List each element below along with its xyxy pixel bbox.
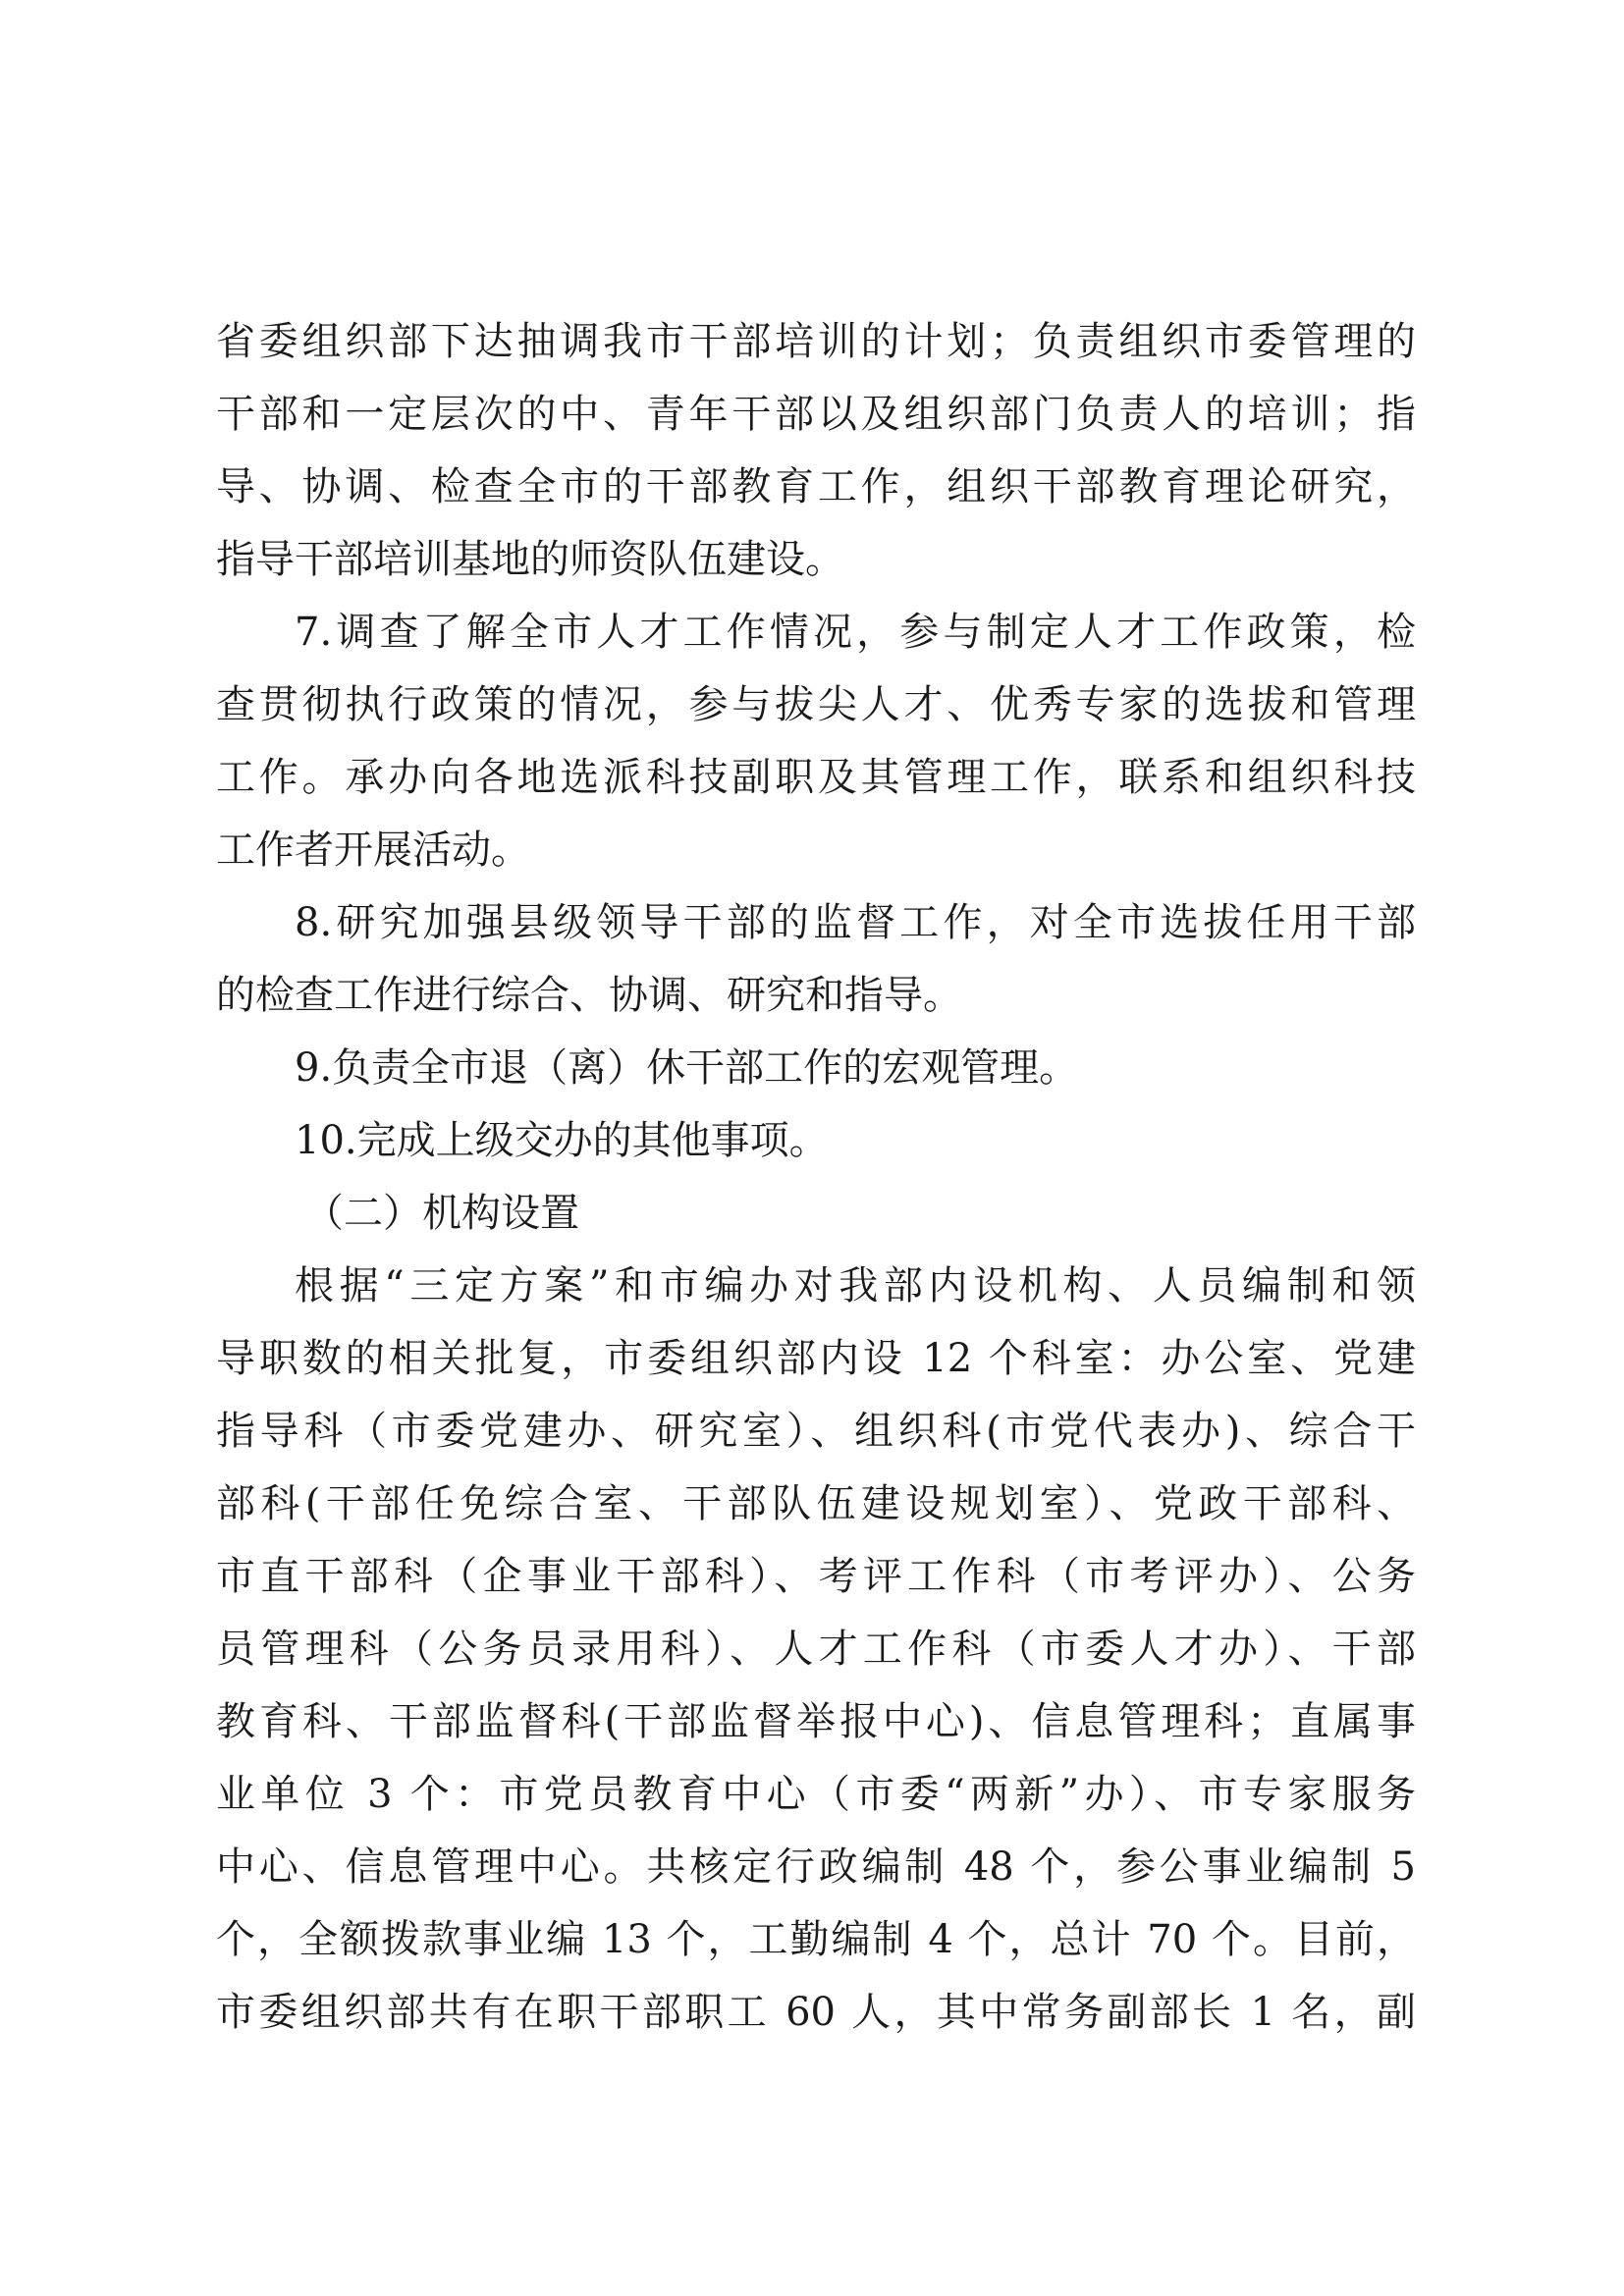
- body-line: 个，全额拨款事业编 13 个，工勤编制 4 个，总计 70 个。目前，: [216, 1917, 1416, 1962]
- body-line: 市委组织部共有在职干部职工 60 人，其中常务副部长 1 名，副: [216, 1990, 1416, 2035]
- list-item-10: 10.完成上级交办的其他事项。: [295, 1118, 829, 1163]
- body-line: 干部和一定层次的中、青年干部以及组织部门负责人的培训；指: [216, 392, 1416, 437]
- section-heading: （二）机构设置: [304, 1191, 579, 1236]
- body-line: 指导干部培训基地的师资队伍建设。: [216, 537, 844, 582]
- body-line: 教育科、干部监督科(干部监督举报中心)、信息管理科；直属事: [216, 1699, 1416, 1744]
- body-line: 中心、信息管理中心。共核定行政编制 48 个，参公事业编制 5: [216, 1844, 1416, 1890]
- list-item-7: 7.调查了解全市人才工作情况，参与制定人才工作政策，检: [295, 610, 1416, 655]
- body-line: 的检查工作进行综合、协调、研究和指导。: [216, 973, 962, 1018]
- paragraph-start: 根据“三定方案”和市编办对我部内设机构、人员编制和领: [295, 1263, 1416, 1308]
- body-line: 查贯彻执行政策的情况，参与拔尖人才、优秀专家的选拔和管理: [216, 682, 1416, 727]
- body-line: 部科(干部任免综合室、干部队伍建设规划室）、党政干部科、: [216, 1481, 1416, 1526]
- body-line: 业单位 3 个：市党员教育中心（市委“两新”办）、市专家服务: [216, 1772, 1416, 1817]
- body-line: 导职数的相关批复，市委组织部内设 12 个科室：办公室、党建: [216, 1336, 1416, 1381]
- body-line: 员管理科（公务员录用科）、人才工作科（市委人才办）、干部: [216, 1627, 1416, 1672]
- body-line: 导、协调、检查全市的干部教育工作，组织干部教育理论研究，: [216, 464, 1416, 509]
- body-line: 指导科（市委党建办、研究室）、组织科(市党代表办)、综合干: [216, 1409, 1416, 1454]
- body-line: 市直干部科（企事业干部科）、考评工作科（市考评办）、公务: [216, 1554, 1416, 1599]
- body-line: 工作者开展活动。: [216, 828, 530, 873]
- body-line: 省委组织部下达抽调我市干部培训的计划；负责组织市委管理的: [216, 319, 1416, 364]
- list-item-9: 9.负责全市退（离）休干部工作的宏观管理。: [295, 1045, 1079, 1091]
- body-line: 工作。承办向各地选派科技副职及其管理工作，联系和组织科技: [216, 755, 1416, 800]
- list-item-8: 8.研究加强县级领导干部的监督工作，对全市选拔任用干部: [295, 900, 1416, 945]
